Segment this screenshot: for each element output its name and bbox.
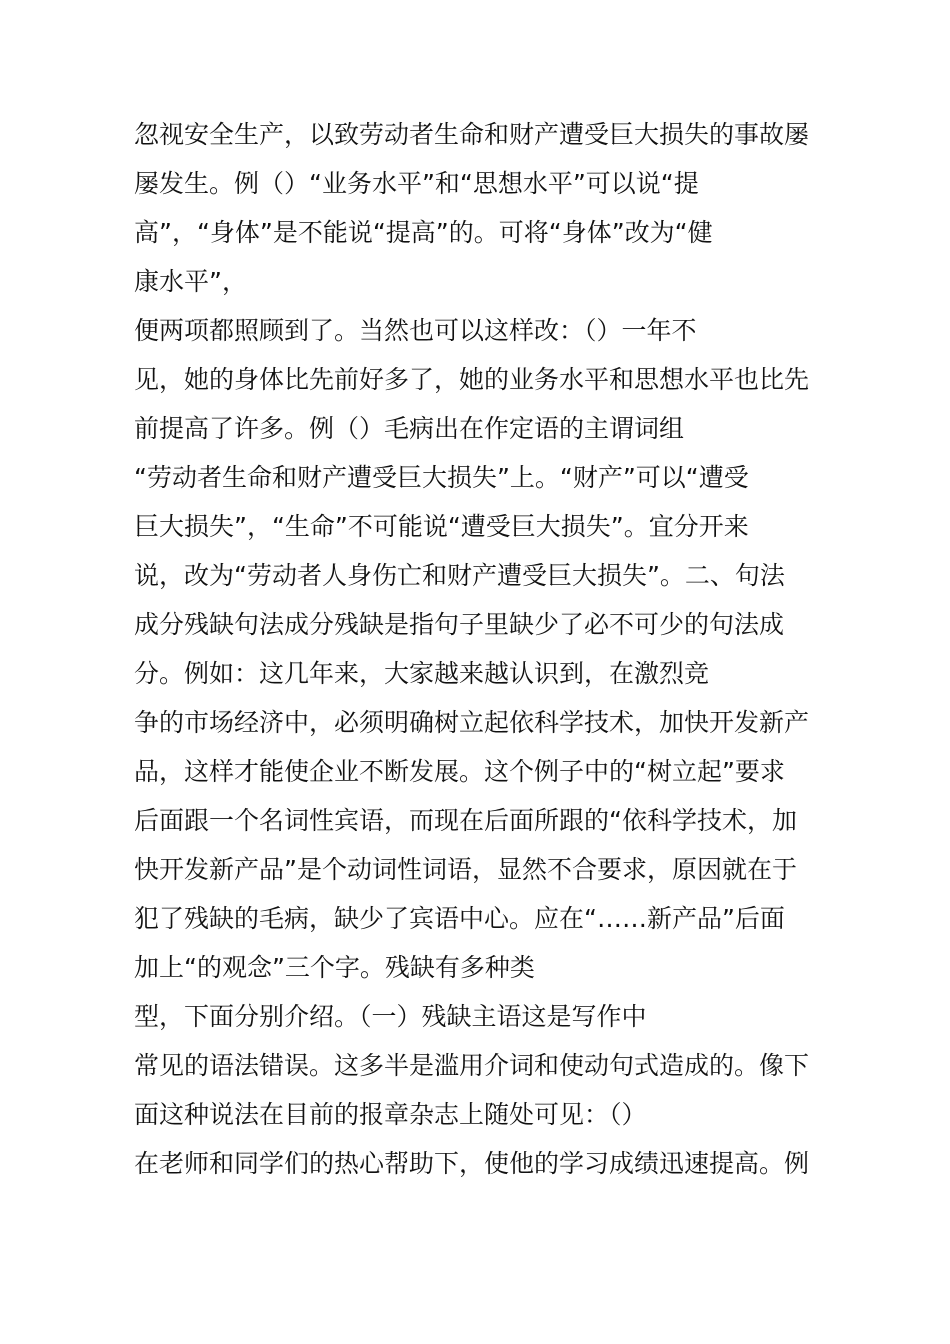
text-line: 前提高了许多。例（）毛病出在作定语的主谓词组 [134,414,685,443]
text-line: 便两项都照顾到了。当然也可以这样改：（）一年不 [134,316,697,345]
text-line: 犯了残缺的毛病，缺少了宾语中心。应在“……新产品”后面 [134,904,785,933]
document-body-text [134,110,834,1188]
text-line: 型，下面分别介绍。（一）残缺主语这是写作中 [134,1002,647,1031]
text-line: 忽视安全生产，以致劳动者生命和财产遭受巨大损失的事故屡 [134,120,810,149]
text-line: 在老师和同学们的热心帮助下，使他的学习成绩迅速提高。例 [134,1149,810,1178]
text-line: 巨大损失”，“生命”不可能说“遭受巨大损失”。宜分开来 [134,512,749,541]
text-line: 分。例如：这几年来，大家越来越认识到，在激烈竞 [134,659,710,688]
text-line: 争的市场经济中，必须明确树立起依科学技术，加快开发新产 [134,708,810,737]
text-line: 常见的语法错误。这多半是滥用介词和使动句式造成的。像下 [134,1051,810,1080]
text-line: 面这种说法在目前的报章杂志上随处可见：（） [134,1100,647,1129]
text-line: 屡发生。例（）“业务水平”和“思想水平”可以说“提 [134,169,699,198]
text-line: 加上“的观念”三个字。残缺有多种类 [134,953,535,982]
text-line: 品，这样才能使企业不断发展。这个例子中的“树立起”要求 [134,757,785,786]
text-line: 高”，“身体”是不能说“提高”的。可将“身体”改为“健 [134,218,713,247]
text-line: 后面跟一个名词性宾语，而现在后面所跟的“依科学技术，加 [134,806,797,835]
text-line: 快开发新产品”是个动词性词语，显然不合要求，原因就在于 [134,855,797,884]
text-line: 康水平”， [134,267,247,296]
text-line: 说，改为“劳动者人身伤亡和财产遭受巨大损失”。二、句法 [134,561,785,590]
text-line: 见，她的身体比先前好多了，她的业务水平和思想水平也比先 [134,365,810,394]
text-line: “劳动者生命和财产遭受巨大损失”上。“财产”可以“遭受 [134,463,749,492]
text-line: 成分残缺句法成分残缺是指句子里缺少了必不可少的句法成 [134,610,785,639]
